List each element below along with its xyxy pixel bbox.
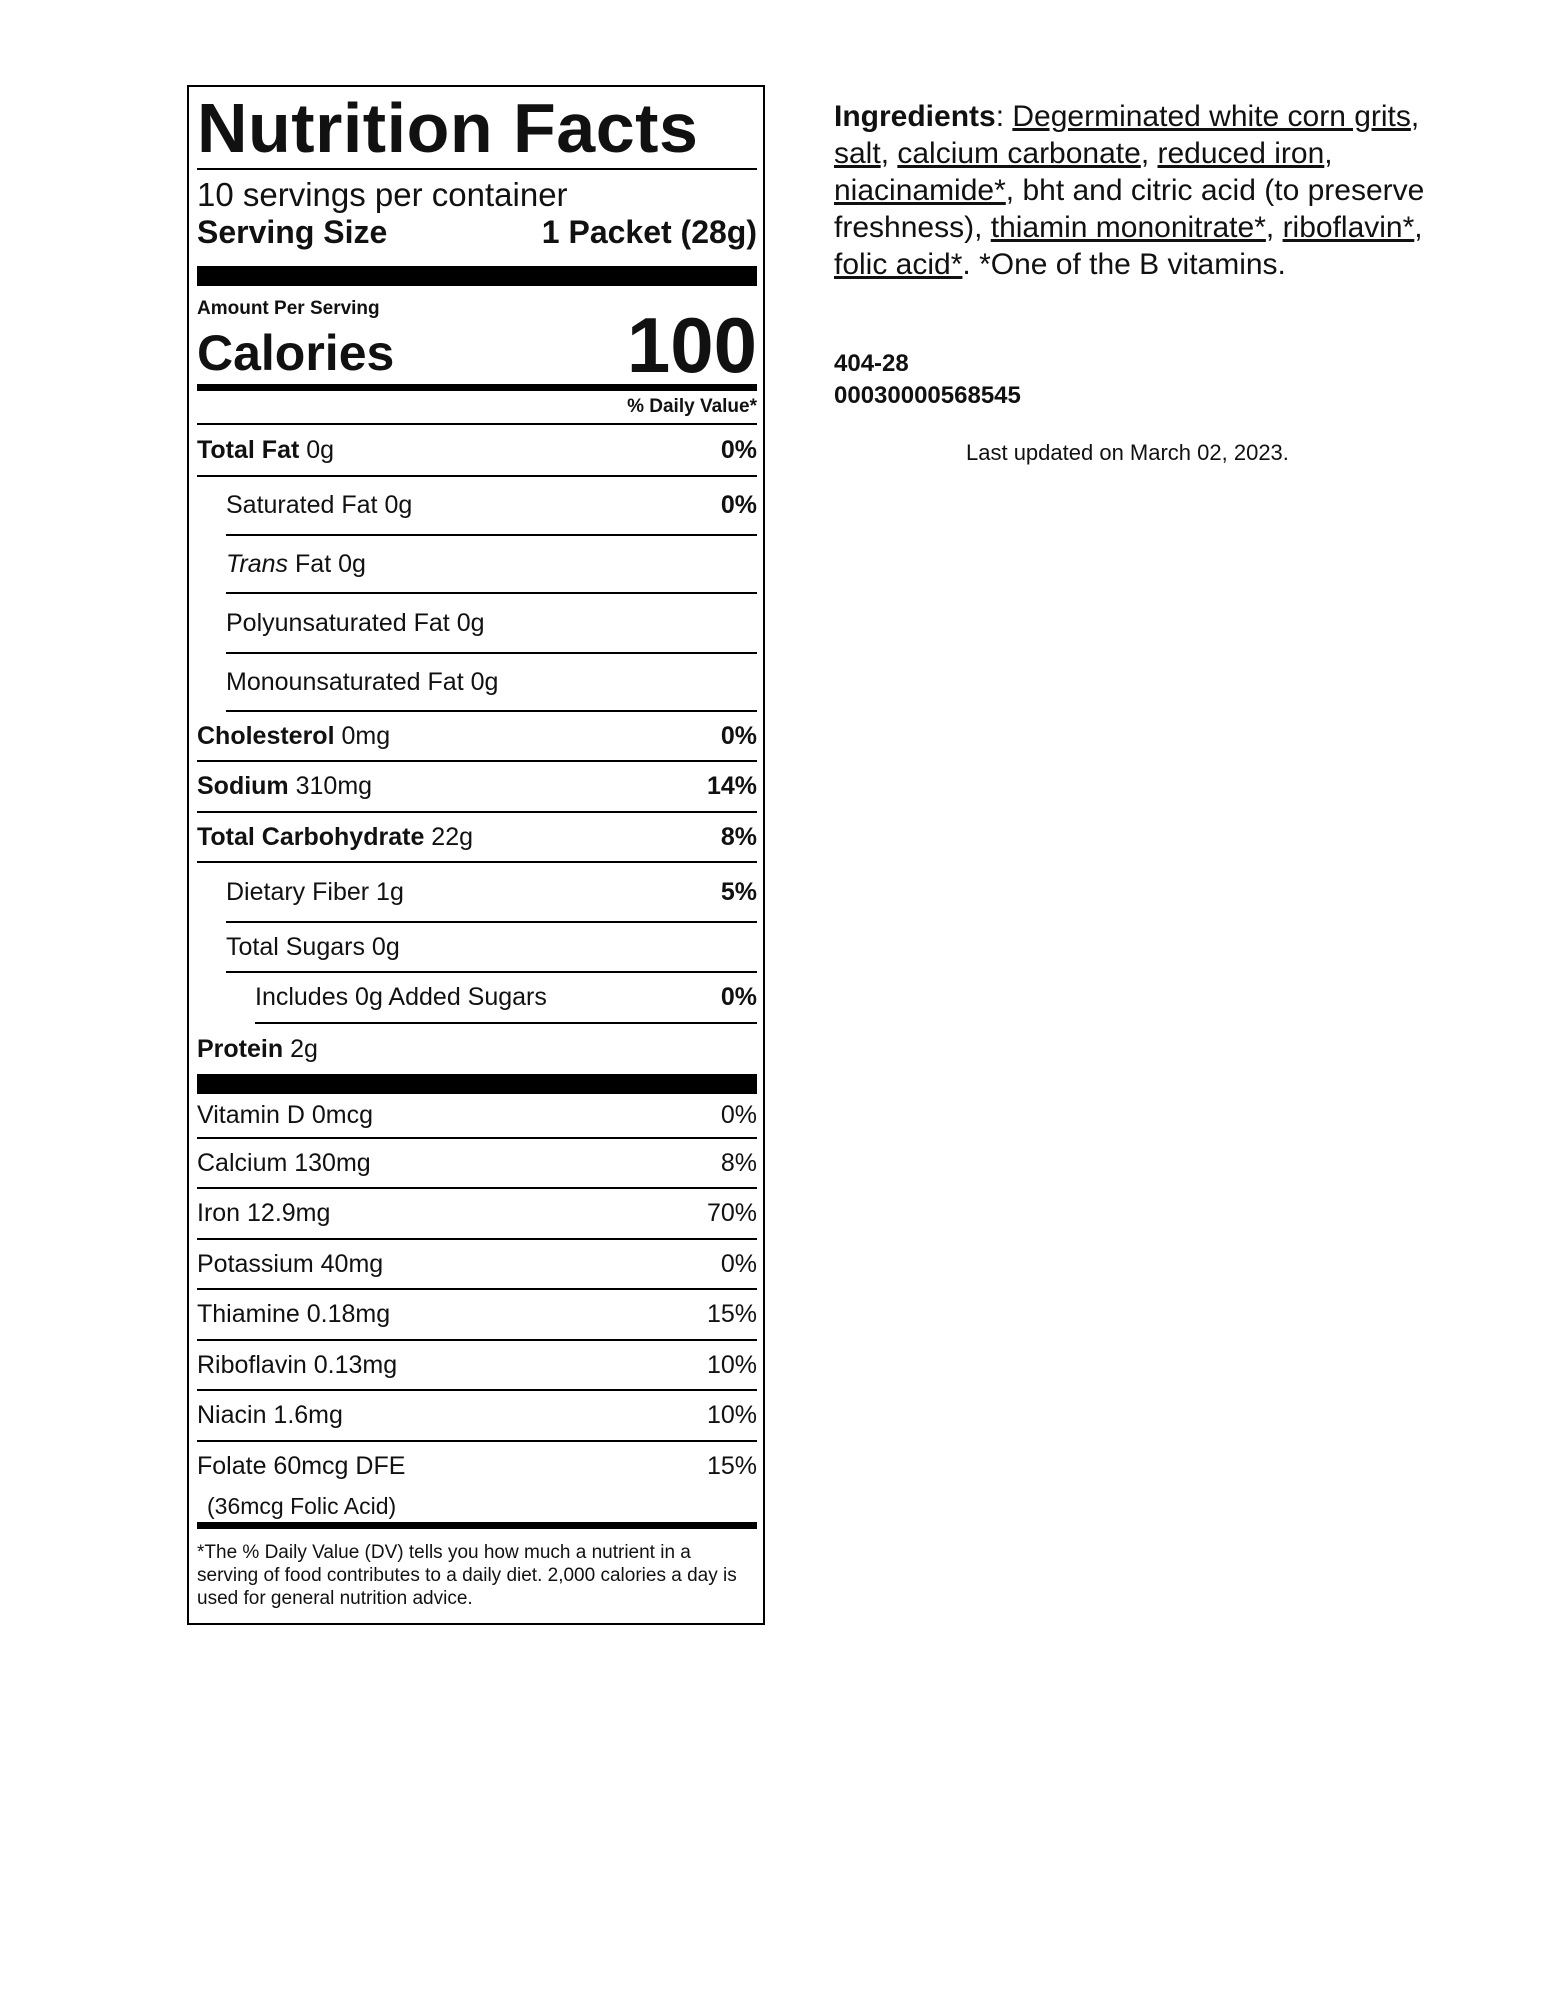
nutrient-amount: 1g [376, 877, 404, 906]
ingredient-link[interactable]: calcium carbonate [897, 137, 1141, 170]
nutrient-amount: 22g [431, 822, 474, 851]
nutrient-dv: 14% [706, 772, 757, 800]
ingredient-link[interactable]: riboflavin* [1282, 211, 1415, 244]
nutrient-amount: 0g [470, 667, 499, 696]
vitamin-dv: 0% [720, 1101, 757, 1129]
nutrient-dv: 8% [720, 822, 757, 851]
nutrient-row-protein [197, 1024, 757, 1074]
vitamin-row-niacin [197, 1391, 757, 1442]
calories-label: Calories [197, 325, 395, 381]
nutrient-name-rest: Fat [295, 549, 332, 578]
medium-divider [197, 1522, 757, 1529]
vitamin-dv: 10% [706, 1350, 757, 1379]
nutrient-row-polyunsaturated-fat [226, 594, 757, 654]
ingredient-link[interactable]: thiamin mononitrate* [990, 211, 1266, 244]
nutrient-name: Dietary Fiber [226, 877, 370, 906]
upc-code: 00030000568545 [834, 382, 1021, 409]
vitamin-row-vitamin-d [197, 1094, 757, 1139]
nutrient-row-sodium [197, 762, 757, 813]
ingredient-link[interactable]: niacinamide* [834, 174, 1006, 207]
thick-divider [197, 266, 757, 286]
vitamin-text: Vitamin D 0mcg [197, 1101, 373, 1129]
vitamin-dv: 15% [706, 1451, 757, 1480]
nutrient-amount: 0g [456, 608, 485, 637]
nutrient-name: Includes 0g Added Sugars [255, 983, 547, 1011]
daily-value-header: % Daily Value* [197, 391, 757, 425]
vitamin-text: Iron 12.9mg [197, 1199, 331, 1227]
vitamin-dv: 70% [706, 1199, 757, 1227]
vitamin-dv: 8% [720, 1148, 757, 1177]
vitamin-text: Thiamine 0.18mg [197, 1300, 391, 1328]
vitamin-text: Potassium 40mg [197, 1249, 384, 1278]
serving-size-label: Serving Size [197, 214, 388, 250]
nutrient-amount: 2g [290, 1034, 318, 1063]
vitamin-dv: 10% [706, 1401, 757, 1429]
vitamin-dv: 0% [720, 1249, 757, 1278]
vitamin-row-folate [197, 1442, 757, 1490]
nutrient-name: Total Fat [197, 435, 300, 464]
vitamin-row-calcium [197, 1139, 757, 1189]
nutrient-row-total-fat [197, 425, 757, 477]
label-title: Nutrition Facts [197, 89, 699, 167]
ingredient-link[interactable]: folic acid* [834, 248, 963, 281]
nutrient-name: Saturated Fat [226, 491, 378, 519]
nutrient-amount: 0mg [341, 721, 391, 750]
last-updated: Last updated on March 02, 2023. [966, 440, 1289, 465]
nutrient-name: Protein [197, 1034, 284, 1063]
nutrition-facts-label [187, 85, 765, 1625]
nutrient-row-dietary-fiber [226, 863, 757, 923]
ingredient-link[interactable]: salt [834, 137, 881, 170]
nutrient-name: Monounsaturated Fat [226, 667, 464, 696]
nutrient-name: Total Carbohydrate [197, 822, 425, 851]
ingredient-footnote: *One of the B vitamins. [979, 248, 1286, 281]
vitamin-row-potassium [197, 1240, 757, 1290]
vitamin-text: Folate 60mcg DFE [197, 1451, 406, 1480]
nutrient-amount: 0g [371, 932, 400, 961]
nutrient-name: Cholesterol [197, 721, 335, 750]
nutrient-amount: 0g [306, 435, 335, 464]
nutrient-row-total-sugars [226, 923, 757, 973]
ingredient-link[interactable]: Degerminated white corn grits [1012, 100, 1411, 133]
nutrient-row-added-sugars [255, 973, 757, 1024]
vitamin-dv: 15% [706, 1300, 757, 1328]
vitamin-row-riboflavin [197, 1341, 757, 1391]
vitamin-text: Niacin 1.6mg [197, 1401, 343, 1429]
ingredient-plain: bht and citric acid (to preserve freshness) [834, 174, 1425, 244]
vitamin-row-thiamine [197, 1290, 757, 1341]
product-codes [834, 348, 1021, 412]
serving-size-row [197, 214, 757, 266]
nutrient-amount: 0g [338, 549, 366, 578]
amount-per-serving: Amount Per Serving [197, 298, 380, 319]
vitamin-text: Riboflavin 0.13mg [197, 1350, 398, 1379]
nutrient-dv: 5% [720, 877, 757, 906]
vitamin-text: Calcium 130mg [197, 1148, 371, 1177]
nutrient-dv: 0% [720, 983, 757, 1011]
nutrient-name: Total Sugars [226, 932, 365, 961]
ingredients-text: Ingredients: Degerminated white corn grits, salt, calcium carbonate, reduced iron, niacinamide*, bht and citric acid (to preserve freshness), thiamin mononitrate*, riboflavin*, folic acid*. *One of the B vitamins. [834, 100, 1425, 281]
nutrient-row-trans-fat [226, 536, 757, 594]
servings-per-container: 10 servings per container [197, 176, 568, 213]
nutrient-dv: 0% [720, 435, 757, 464]
nutrient-dv: 0% [720, 491, 757, 519]
nutrient-row-cholesterol [197, 712, 757, 762]
folic-acid-note: (36mcg Folic Acid) [207, 1493, 397, 1519]
nutrient-dv: 0% [720, 721, 757, 750]
nutrient-row-saturated-fat [226, 477, 757, 536]
calories-value: 100 [626, 301, 757, 389]
divider [197, 168, 757, 170]
nutrient-row-monounsaturated-fat [226, 654, 757, 712]
nutrient-row-total-carbohydrate [197, 813, 757, 863]
daily-value-footnote: *The % Daily Value (DV) tells you how much a nutrient in a serving of food contributes to a daily diet. 2,000 calories a day is used for general nutrition advice. [197, 1542, 737, 1609]
thick-divider [197, 1074, 757, 1094]
nutrient-amount: 0g [384, 491, 413, 519]
nutrient-name: Polyunsaturated Fat [226, 608, 450, 637]
nutrient-name: Sodium [197, 772, 289, 800]
nutrient-name: Trans [226, 549, 289, 578]
ingredients-heading: Ingredients [834, 100, 996, 133]
vitamin-row-iron [197, 1189, 757, 1240]
product-code: 404-28 [834, 350, 909, 377]
ingredient-link[interactable]: reduced iron [1157, 137, 1325, 170]
nutrient-amount: 310mg [295, 772, 373, 800]
serving-size-value: 1 Packet (28g) [541, 214, 757, 250]
